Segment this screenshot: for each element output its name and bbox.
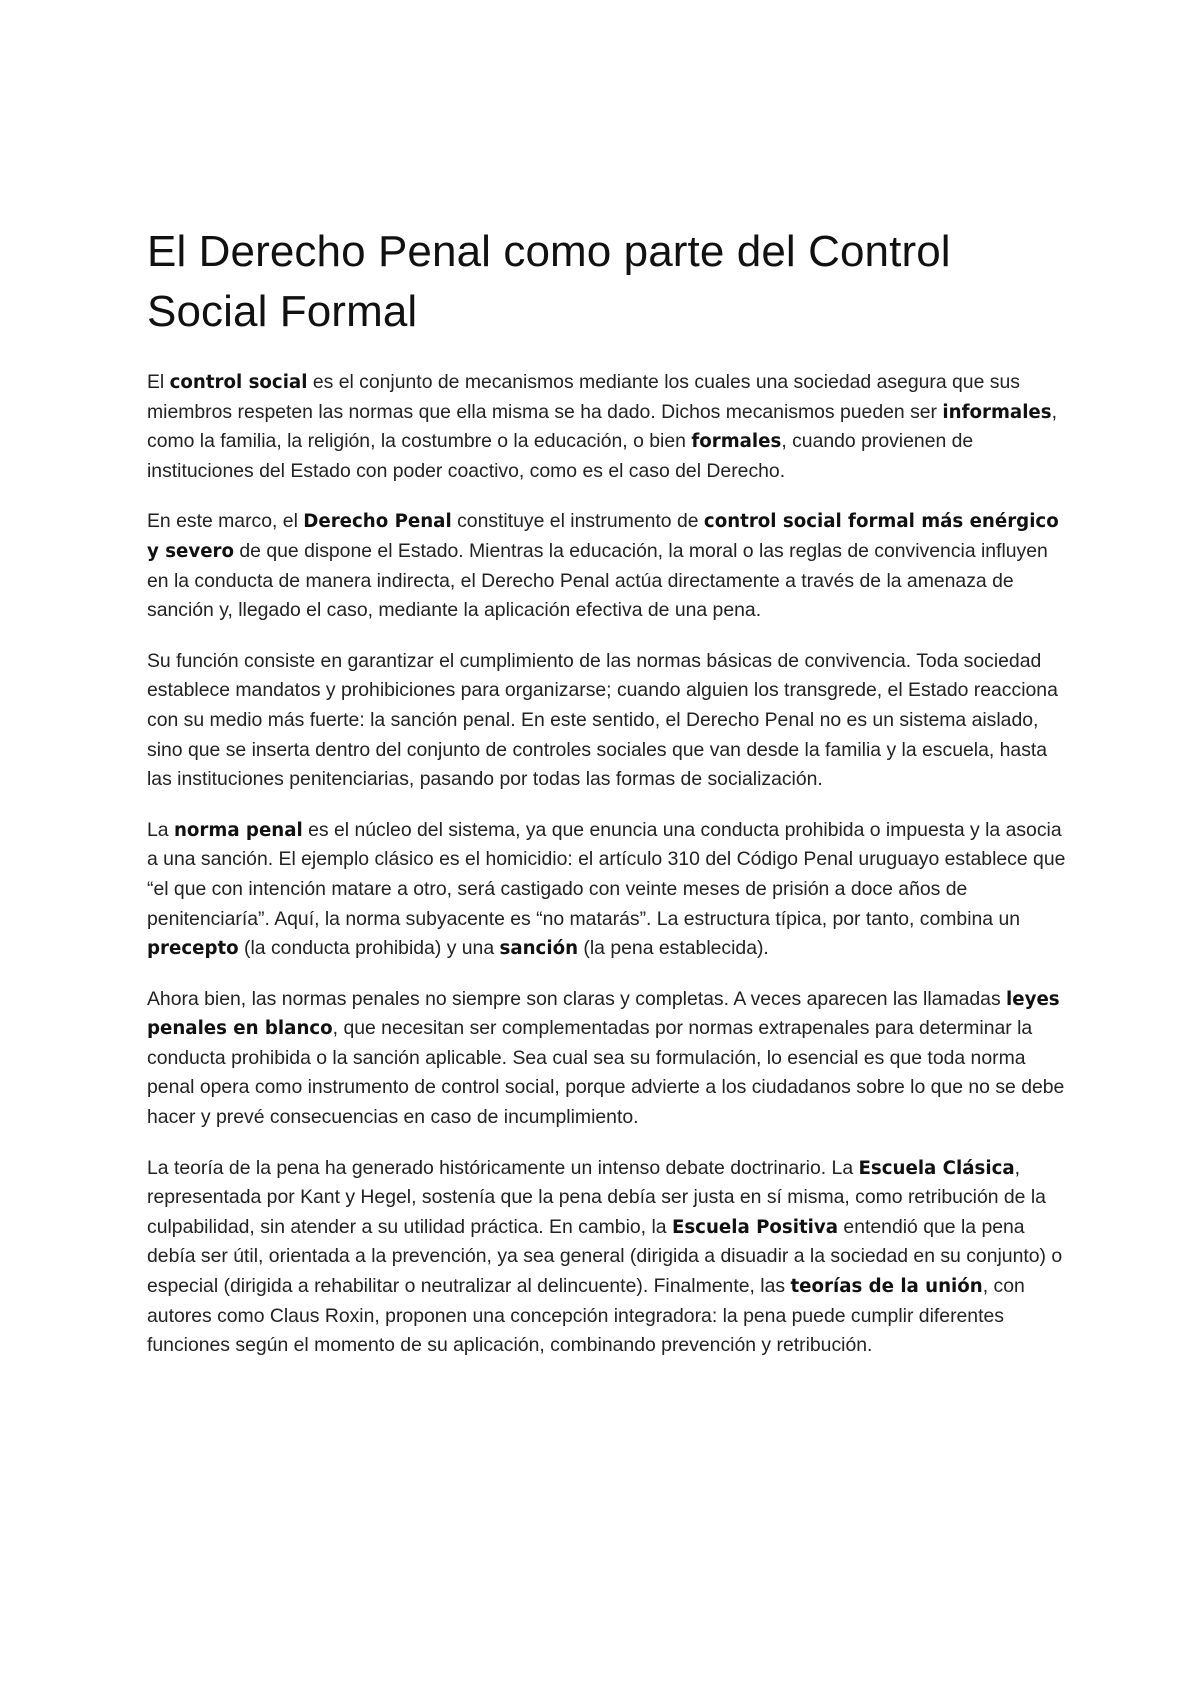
bold-term: Escuela Positiva bbox=[671, 1216, 839, 1238]
paragraph-text: El bbox=[147, 371, 170, 393]
body-paragraph bbox=[147, 507, 1067, 625]
paragraph-text: entendió que la pena debía ser útil, orientada a la prevención, ya sea general (dirigida a disuadir a la sociedad en su conjunto) o especial (dirigida a rehabilitar o neutralizar al delincuente). Finalmente, las bbox=[147, 1215, 1063, 1298]
bold-term: precepto bbox=[147, 938, 239, 960]
document-body bbox=[147, 222, 1067, 1382]
paragraph-text: Ahora bien, las normas penales no siempre son claras y completas. A veces aparecen las llamadas bbox=[147, 987, 1007, 1010]
bold-term: Derecho Penal bbox=[303, 511, 452, 533]
paragraph-text: (la conducta prohibida) y una bbox=[238, 937, 500, 960]
paragraph-text: En este marco, el bbox=[147, 510, 304, 533]
paragraph-text: constituye el instrumento de bbox=[451, 510, 704, 533]
paragraph-text: , que necesitan ser complementadas por normas extrapenales para determinar la conducta prohibida o la sanción aplicable. Sea cual sea su formulación, lo esencial es que toda norma penal opera como instrumento de control social, porque advierte a los ciudadanos sobre lo que no se debe hacer y prevé consecuencias en caso de incumplimiento. bbox=[147, 1017, 1065, 1129]
body-paragraph bbox=[147, 985, 1067, 1133]
paragraph-text: La bbox=[147, 818, 174, 841]
page-title: El Derecho Penal como parte del Control Social Formal bbox=[147, 227, 951, 336]
body-paragraph bbox=[147, 816, 1067, 964]
paragraph-text: es el conjunto de mecanismos mediante los cuales una sociedad asegura que sus miembros respeten las normas que ella misma se ha dado. Dichos mecanismos pueden ser bbox=[147, 371, 1020, 423]
paragraph-text: Su función consiste en garantizar el cumplimiento de las normas básicas de convivencia. Toda sociedad establece mandatos y prohibiciones para organizarse; cuando alguien los transgrede, el Estado reacciona con su medio más fuerte: la sanción penal. En este sentido, el Derecho Penal no es un sistema aislado, sino que se inserta dentro del conjunto de controles sociales que van desde la familia y la escuela, hasta las instituciones penitenciarias, pasando por todas las formas de socialización. bbox=[147, 649, 1058, 791]
paragraph-text: , cuando provienen de instituciones del Estado con poder coactivo, como es el caso del Derecho. bbox=[147, 430, 974, 482]
bold-term: formales bbox=[691, 431, 782, 453]
bold-term: sanción bbox=[499, 938, 579, 960]
bold-term: teorías de la unión bbox=[790, 1276, 983, 1298]
paragraph-list bbox=[147, 368, 1067, 1361]
bold-term: leyes penales en blanco bbox=[147, 988, 1060, 1040]
bold-term: informales bbox=[942, 401, 1052, 423]
paragraph-text: de que dispone el Estado. Mientras la educación, la moral o las reglas de convivencia influyen en la conducta de manera indirecta, el Derecho Penal actúa directamente a través de la amenaza de sanción y, llegado el caso, mediante la aplicación efectiva de una pena. bbox=[147, 539, 1048, 622]
body-paragraph bbox=[147, 1154, 1067, 1361]
paragraph-text: , con autores como Claus Roxin, proponen una concepción integradora: la pena puede cumplir diferentes funciones según el momento de su aplicación, combinando prevención y retribución. bbox=[147, 1275, 1025, 1357]
paragraph-text: (la pena establecida). bbox=[578, 937, 769, 960]
bold-term: control social formal más enérgico y severo bbox=[147, 511, 1059, 562]
paragraph-text: , representada por Kant y Hegel, sostenía que la pena debía ser justa en sí misma, como retribución de la culpabilidad, sin atender a su utilidad práctica. En cambio, la bbox=[147, 1156, 1046, 1238]
paragraph-text: , como la familia, la religión, la costumbre o la educación, o bien bbox=[147, 400, 1057, 453]
paragraph-text: es el núcleo del sistema, ya que enuncia una conducta prohibida o impuesta y la asocia a una sanción. El ejemplo clásico es el homicidio: el artículo 310 del Código Penal uruguayo establece que “el que con intención matare a otro, será castigado con veinte meses de prisión a doce años de penitenciaría”. Aquí, la norma subyacente es “no matarás”. La estructura típica, por tanto, combina un bbox=[147, 818, 1066, 930]
paragraph-text: La teoría de la pena ha generado históricamente un intenso debate doctrinario. La bbox=[147, 1156, 859, 1179]
body-paragraph bbox=[147, 368, 1067, 486]
body-paragraph bbox=[147, 647, 1067, 795]
bold-term: control social bbox=[169, 372, 308, 393]
bold-term: norma penal bbox=[173, 819, 303, 841]
bold-term: Escuela Clásica bbox=[858, 1157, 1015, 1179]
